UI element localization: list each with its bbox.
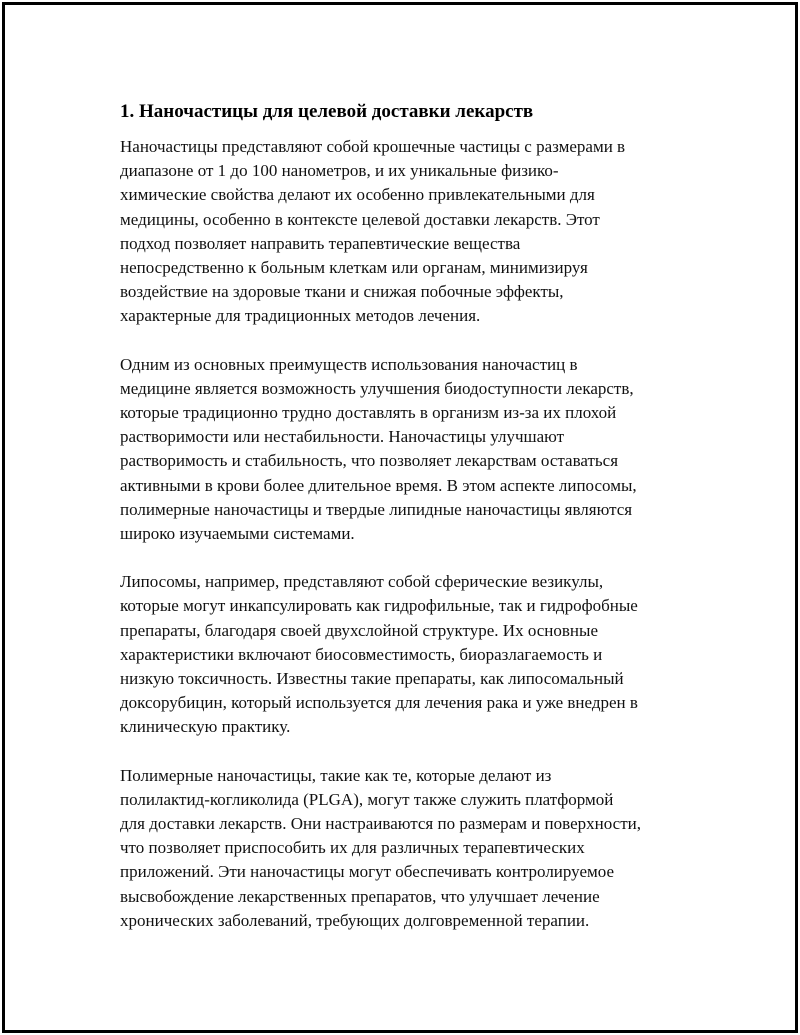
paragraph-line: подход позволяет направить терапевтические вещества <box>120 233 521 253</box>
paragraph-line: полилактид-когликолида (PLGA), могут также служить платформой <box>120 789 614 809</box>
paragraph-2 <box>120 353 690 547</box>
document-page <box>2 2 798 1033</box>
paragraph-line: воздействие на здоровые ткани и снижая побочные эффекты, <box>120 282 564 302</box>
paragraph-line: широко изучаемыми системами. <box>120 524 355 544</box>
section-heading: 1. Наночастицы для целевой доставки лекарств <box>120 101 534 122</box>
paragraph-line: которые могут инкапсулировать как гидрофильные, так и гидрофобные <box>120 596 638 616</box>
paragraph-line: характерные для традиционных методов лечения. <box>120 306 481 326</box>
paragraph-line: доксорубицин, который используется для лечения рака и уже внедрен в <box>120 693 638 713</box>
paragraph-line: медицины, особенно в контексте целевой доставки лекарств. Этот <box>120 209 600 229</box>
paragraph-line: которые традиционно трудно доставлять в организм из-за их плохой <box>120 403 617 423</box>
paragraph-line: Наночастицы представляют собой крошечные частицы с размерами в <box>120 137 626 156</box>
paragraph-4 <box>120 764 690 933</box>
paragraph-line: полимерные наночастицы и твердые липидные наночастицы являются <box>120 499 633 519</box>
paragraph-line: медицине является возможность улучшения биодоступности лекарств, <box>120 378 634 398</box>
paragraph-line: препараты, благодаря своей двухслойной структуре. Их основные <box>120 620 598 640</box>
paragraph-line: характеристики включают биосовместимость, биоразлагаемость и <box>120 644 603 664</box>
paragraph-line: химические свойства делают их особенно привлекательными для <box>120 185 595 205</box>
document-body <box>120 99 690 957</box>
paragraph-line: Липосомы, например, представляют собой сферические везикулы, <box>120 572 604 592</box>
paragraph-line: растворимость и стабильность, что позволяет лекарствам оставаться <box>120 451 619 471</box>
paragraph-line: растворимости или нестабильности. Наночастицы улучшают <box>120 427 565 447</box>
paragraph-line: клиническую практику. <box>120 717 291 737</box>
paragraph-line: непосредственно к больным клеткам или органам, минимизируя <box>120 258 588 278</box>
paragraph-line: что позволяет приспособить их для различных терапевтических <box>120 838 585 858</box>
paragraph-1 <box>120 135 690 329</box>
paragraph-line: диапазоне от 1 до 100 нанометров, и их уникальные физико- <box>120 161 559 181</box>
paragraph-line: для доставки лекарств. Они настраиваются по размерам и поверхности, <box>120 814 641 834</box>
paragraph-line: Одним из основных преимуществ использования наночастиц в <box>120 354 578 374</box>
paragraph-3 <box>120 570 690 739</box>
paragraph-line: активными в крови более длительное время. В этом аспекте липосомы, <box>120 475 637 495</box>
paragraph-line: хронических заболеваний, требующих долговременной терапии. <box>120 910 590 930</box>
paragraph-line: высвобождение лекарственных препаратов, что улучшает лечение <box>120 886 600 906</box>
paragraph-line: низкую токсичность. Известны такие препараты, как липосомальный <box>120 669 624 689</box>
paragraph-line: приложений. Эти наночастицы могут обеспечивать контролируемое <box>120 862 615 882</box>
paragraph-line: Полимерные наночастицы, такие как те, которые делают из <box>120 765 552 785</box>
